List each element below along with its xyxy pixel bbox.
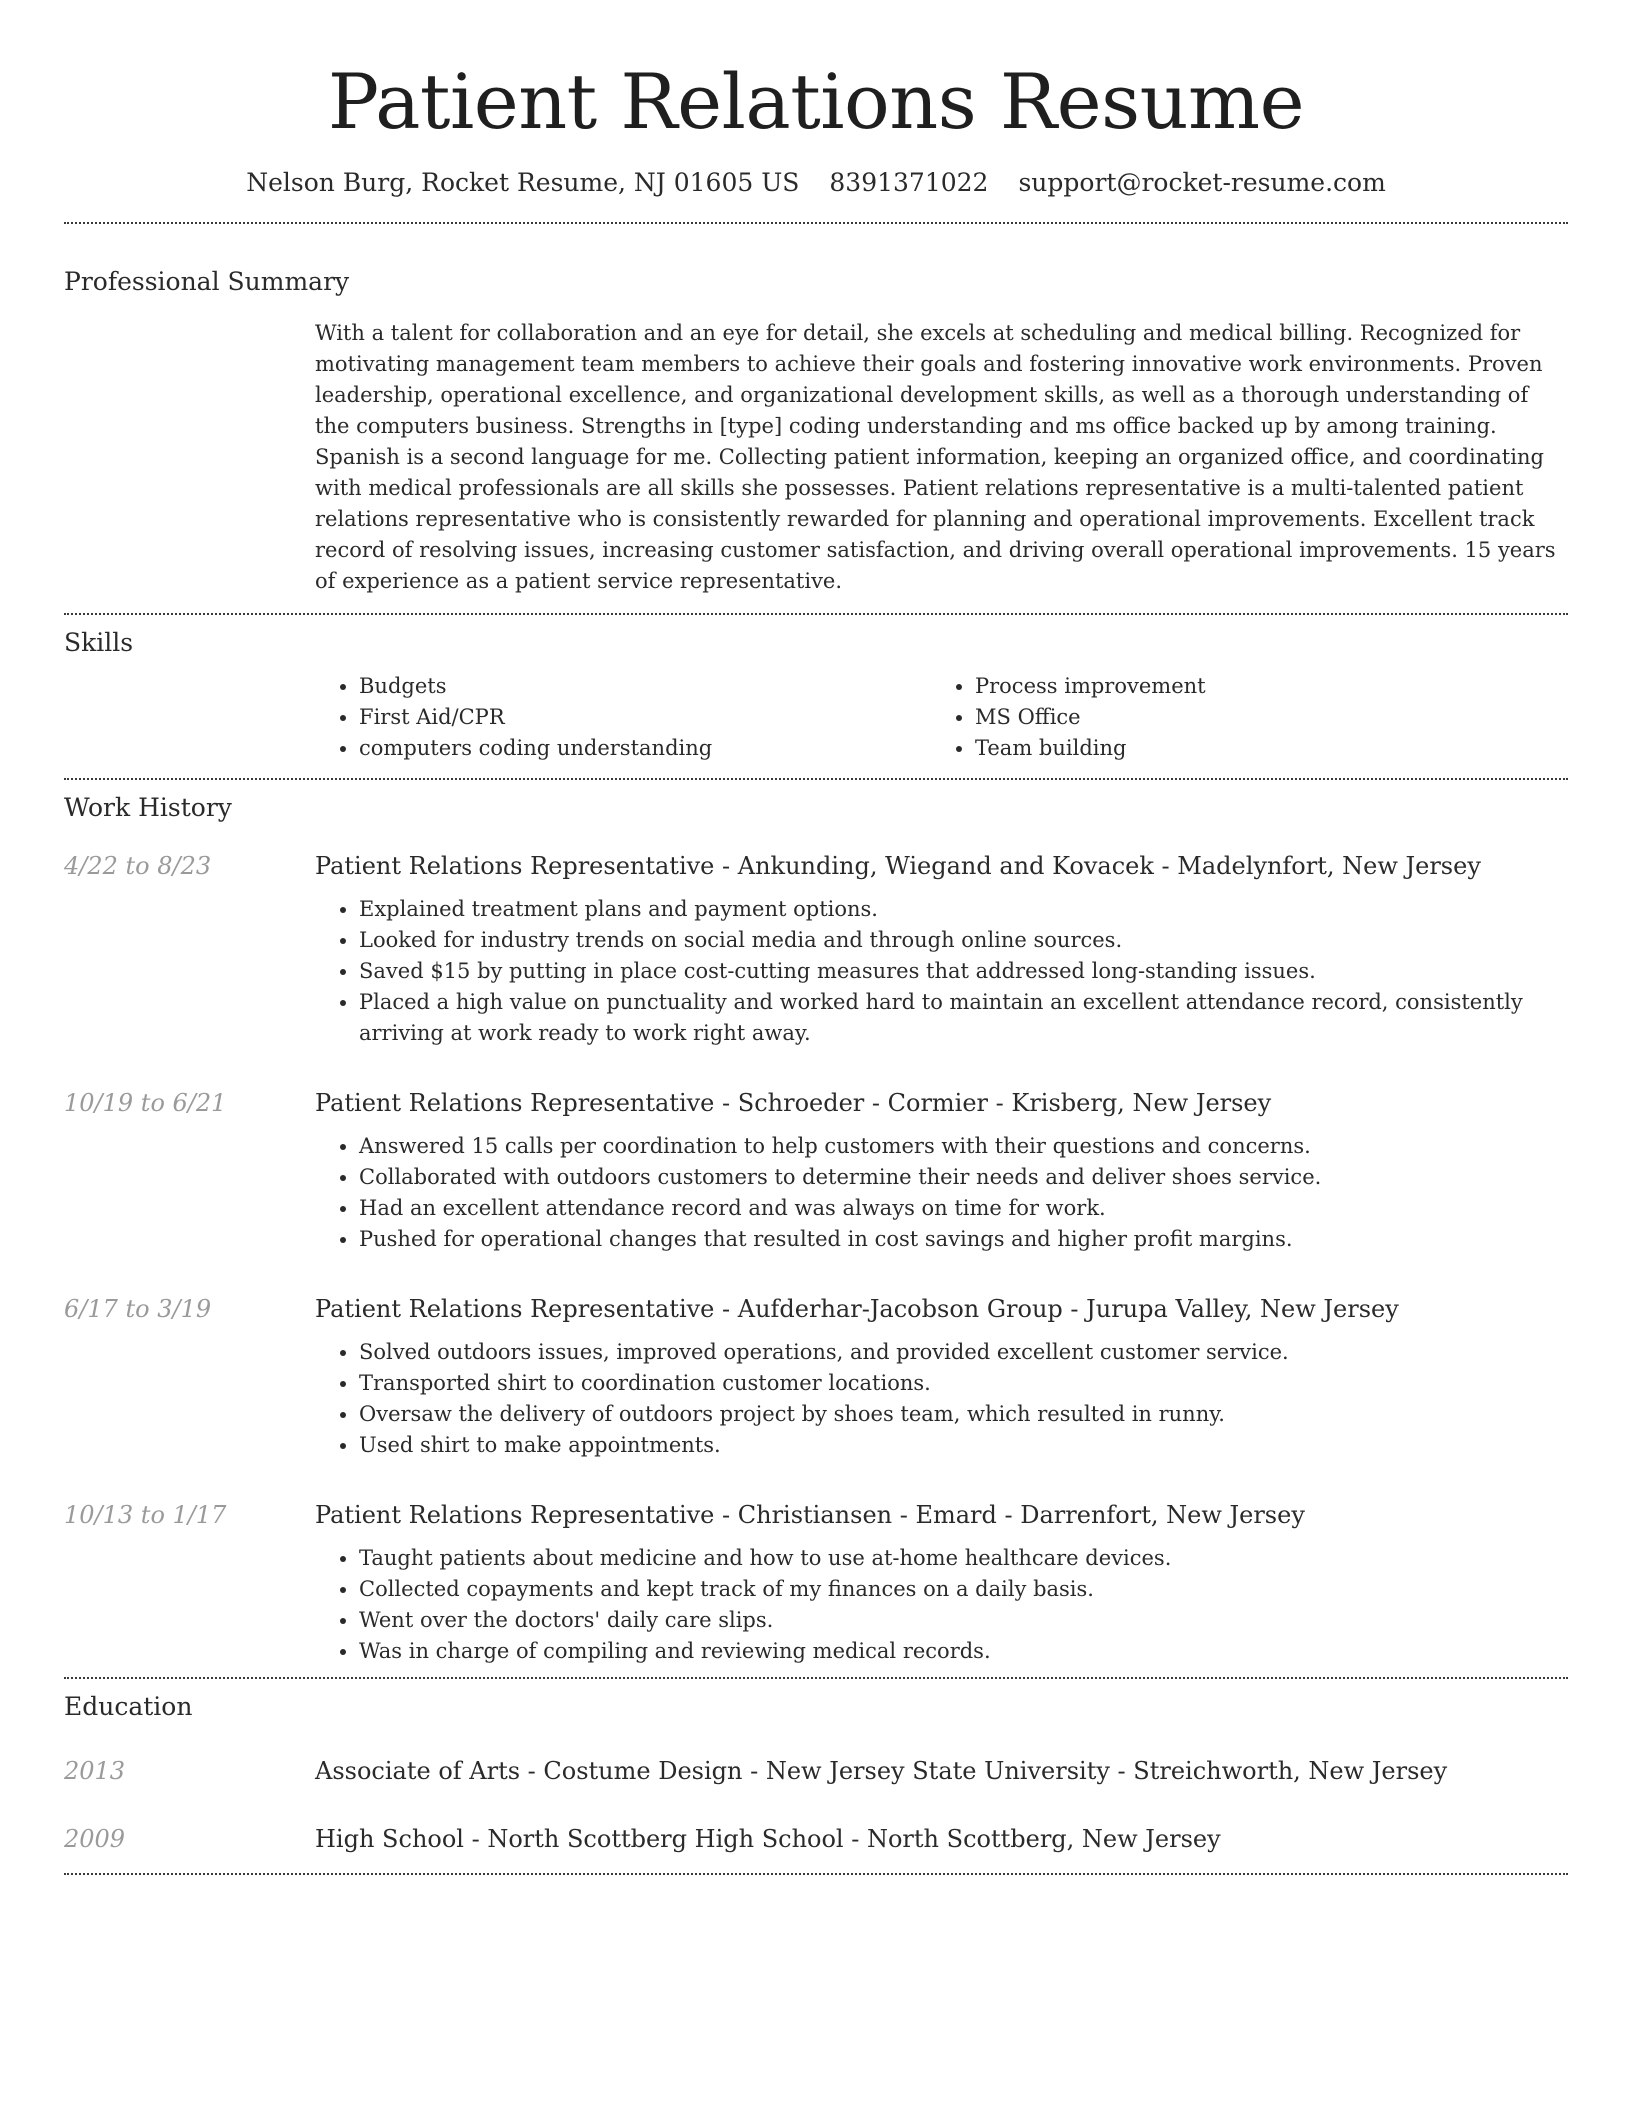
contact-line (64, 166, 1568, 200)
job-bullet: • Collaborated with outdoors customers to determine their needs and deliver shoes service. (359, 1162, 1568, 1193)
education-heading: Education (64, 1692, 193, 1721)
job-dates: 10/13 to 1/17 (64, 1501, 227, 1529)
job-bullet: • Had an excellent attendance record and was always on time for work. (359, 1193, 1568, 1224)
job-title: Patient Relations Representative - Christiansen - Emard - Darrenfort, New Jersey (315, 1501, 1305, 1529)
job-entry (64, 1497, 1568, 1667)
work-history-heading: Work History (64, 793, 232, 822)
education-details: High School - North Scottberg High School - North Scottberg, New Jersey (315, 1825, 1221, 1853)
skills-list-left (315, 671, 931, 764)
job-bullets (315, 894, 1568, 1049)
job-title: Patient Relations Representative - Schroeder - Cormier - Krisberg, New Jersey (315, 1089, 1272, 1117)
job-bullet: • Used shirt to make appointments. (359, 1430, 1568, 1461)
job-bullet: • Oversaw the delivery of outdoors project by shoes team, which resulted in runny. (359, 1399, 1568, 1430)
job-bullet: • Explained treatment plans and payment options. (359, 894, 1568, 925)
job-bullets (315, 1337, 1568, 1461)
job-details (315, 1085, 1568, 1255)
contact-phone: 8391371022 (829, 168, 989, 197)
skill-item: • First Aid/CPR (359, 702, 931, 733)
skills-list-right (931, 671, 1547, 764)
job-bullet: • Pushed for operational changes that resulted in cost savings and higher profit margins. (359, 1224, 1568, 1255)
skills-section (64, 615, 1568, 764)
resume-title: Patient Relations Resume (327, 57, 1305, 146)
job-details (315, 1291, 1568, 1461)
education-details: Associate of Arts - Costume Design - New Jersey State University - Streichworth, New Jersey (315, 1757, 1448, 1785)
job-bullet: • Answered 15 calls per coordination to help customers with their questions and concerns. (359, 1131, 1568, 1162)
contact-email: support@rocket-resume.com (1018, 168, 1386, 197)
job-title: Patient Relations Representative - Ankunding, Wiegand and Kovacek - Madelynfort, New Jersey (315, 852, 1481, 880)
section-divider (64, 1873, 1568, 1875)
job-details (315, 1497, 1568, 1667)
education-year: 2009 (64, 1825, 126, 1853)
job-bullet: • Solved outdoors issues, improved operations, and provided excellent customer service. (359, 1337, 1568, 1368)
job-bullet: • Went over the doctors' daily care slips. (359, 1605, 1568, 1636)
job-dates: 4/22 to 8/23 (64, 852, 212, 880)
job-bullets (315, 1543, 1568, 1667)
job-bullet: • Taught patients about medicine and how to use at-home healthcare devices. (359, 1543, 1568, 1574)
job-dates: 6/17 to 3/19 (64, 1295, 212, 1323)
skill-item: • computers coding understanding (359, 733, 931, 764)
job-bullet: • Collected copayments and kept track of my finances on a daily basis. (359, 1574, 1568, 1605)
skill-item: • MS Office (975, 702, 1547, 733)
summary-heading: Professional Summary (64, 267, 350, 296)
job-bullet: • Placed a high value on punctuality and worked hard to maintain an excellent attendance record, consistently arriving at work ready to work right away. (359, 987, 1568, 1049)
skill-item: • Budgets (359, 671, 931, 702)
skill-item: • Team building (975, 733, 1547, 764)
job-bullet: • Was in charge of compiling and reviewing medical records. (359, 1636, 1568, 1667)
job-title: Patient Relations Representative - Aufderhar-Jacobson Group - Jurupa Valley, New Jersey (315, 1295, 1399, 1323)
summary-text: With a talent for collaboration and an eye for detail, she excels at scheduling and medical billing. Recognized for motivating management team members to achieve their goals and fostering innovative work environments. Proven leadership, operational excellence, and organizational development skills, as well as a thorough understanding of the computers business. Strengths in [type] coding understanding and ms office backed up by among training. Spanish is a second language for me. Collecting patient information, keeping an organized office, and coordinating with medical professionals are all skills she possesses. Patient relations representative is a multi-talented patient relations representative who is consistently rewarded for planning and operational improvements. Excellent track record of resolving issues, increasing customer satisfaction, and driving overall operational improvements. 15 years of experience as a patient service representative. (315, 321, 1556, 593)
education-section (64, 1679, 1568, 1857)
skills-grid (315, 671, 1568, 764)
job-details (315, 848, 1568, 1049)
skill-item: • Process improvement (975, 671, 1547, 702)
job-bullet: • Transported shirt to coordination customer locations. (359, 1368, 1568, 1399)
education-entry (64, 1753, 1568, 1789)
job-entry (64, 1291, 1568, 1461)
job-entry (64, 848, 1568, 1049)
education-year: 2013 (64, 1757, 126, 1785)
summary-section (64, 224, 1568, 597)
job-bullet: • Looked for industry trends on social media and through online sources. (359, 925, 1568, 956)
job-bullets (315, 1131, 1568, 1255)
contact-address: Nelson Burg, Rocket Resume, NJ 01605 US (246, 168, 800, 197)
skills-heading: Skills (64, 628, 134, 657)
job-dates: 10/19 to 6/21 (64, 1089, 227, 1117)
education-entry (64, 1821, 1568, 1857)
job-entry (64, 1085, 1568, 1255)
work-history-section (64, 780, 1568, 1667)
job-bullet: • Saved $15 by putting in place cost-cutting measures that addressed long-standing issues. (359, 956, 1568, 987)
